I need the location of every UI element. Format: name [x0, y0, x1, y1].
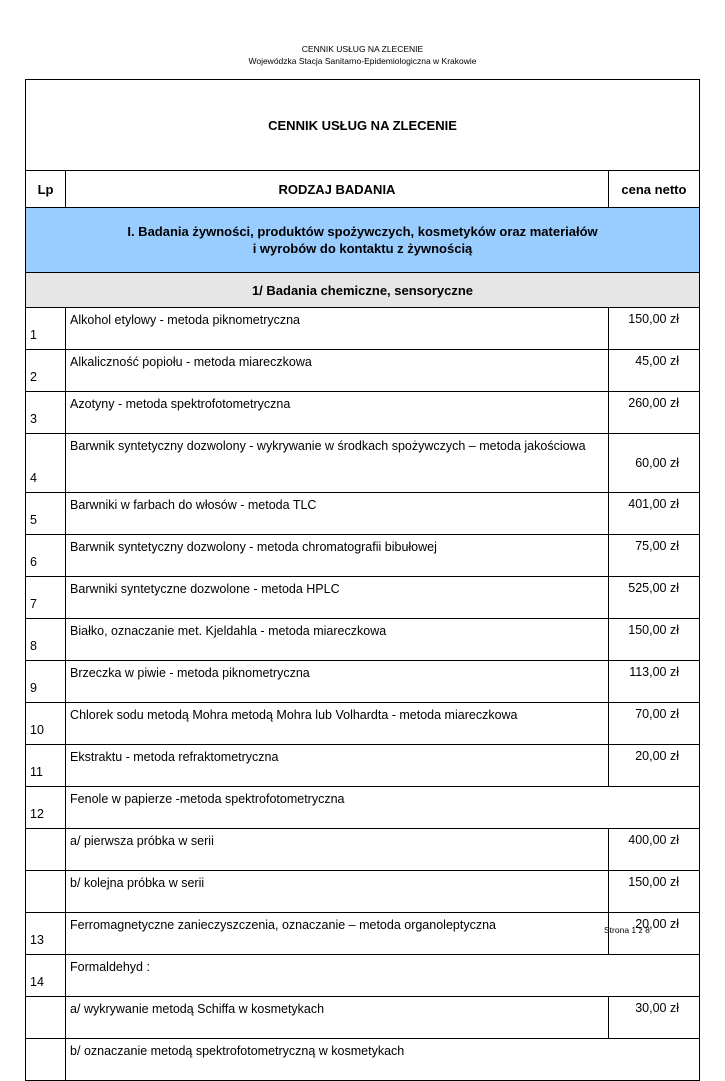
table-row: [26, 392, 700, 434]
table-row: [26, 745, 700, 787]
row-test-name: Chlorek sodu metodą Mohra metodą Mohra lub Volhardta - metoda miareczkowa: [66, 703, 609, 745]
row-price: 150,00 zł: [608, 871, 699, 913]
row-test-name: Barwnik syntetyczny dozwolony - wykrywanie w środkach spożywczych – metoda jakościowa: [66, 434, 609, 493]
row-price: 75,00 zł: [608, 535, 699, 577]
table-row: [26, 997, 700, 1039]
row-price: 113,00 zł: [608, 661, 699, 703]
row-lp: 2: [26, 350, 66, 392]
row-test-name: Alkohol etylowy - metoda piknometryczna: [66, 308, 609, 350]
row-lp: 3: [26, 392, 66, 434]
row-price: 30,00 zł: [608, 997, 699, 1039]
row-test-name: Brzeczka w piwie - metoda piknometryczna: [66, 661, 609, 703]
row-lp: 5: [26, 493, 66, 535]
page-header-institution: Wojewódzka Stacja Sanitarno-Epidemiologiczna w Krakowie: [248, 56, 477, 66]
row-price: 60,00 zł: [608, 434, 699, 493]
table-row: [26, 619, 700, 661]
row-lp: 9: [26, 661, 66, 703]
row-test-name: b/ oznaczanie metodą spektrofotometryczną w kosmetykach: [66, 1039, 700, 1081]
row-lp: [26, 997, 66, 1039]
row-lp: 11: [26, 745, 66, 787]
row-test-name: Ferromagnetyczne zanieczyszczenia, oznaczanie – metoda organoleptyczna: [66, 913, 609, 955]
table-row: [26, 1039, 700, 1081]
row-lp: [26, 829, 66, 871]
row-test-name: a/ wykrywanie metodą Schiffa w kosmetykach: [66, 997, 609, 1039]
row-price: 150,00 zł: [608, 308, 699, 350]
table-row: [26, 535, 700, 577]
row-test-name: Ekstraktu - metoda refraktometryczna: [66, 745, 609, 787]
row-test-name: Barwnik syntetyczny dozwolony - metoda chromatografii bibułowej: [66, 535, 609, 577]
subsection-heading: 1/ Badania chemiczne, sensoryczne: [26, 273, 700, 308]
row-test-name: a/ pierwsza próbka w serii: [66, 829, 609, 871]
section-heading-line2: i wyrobów do kontaktu z żywnością: [252, 241, 473, 256]
section-heading: [26, 208, 700, 273]
row-price: 525,00 zł: [608, 577, 699, 619]
row-lp: 4: [26, 434, 66, 493]
row-test-name: b/ kolejna próbka w serii: [66, 871, 609, 913]
row-test-name: Formaldehyd :: [66, 955, 700, 997]
row-price: 150,00 zł: [608, 619, 699, 661]
row-test-name: Fenole w papierze -metoda spektrofotometryczna: [66, 787, 700, 829]
table-row: [26, 493, 700, 535]
row-price: 401,00 zł: [608, 493, 699, 535]
row-lp: [26, 871, 66, 913]
row-lp: 7: [26, 577, 66, 619]
row-lp: 13: [26, 913, 66, 955]
row-lp: 10: [26, 703, 66, 745]
row-lp: 1: [26, 308, 66, 350]
table-title: CENNIK USŁUG NA ZLECENIE: [26, 80, 700, 171]
page-number: Strona 1 z 8: [604, 925, 650, 935]
column-header-lp: Lp: [26, 171, 66, 208]
row-lp: [26, 1039, 66, 1081]
page-header-title: CENNIK USŁUG NA ZLECENIE: [301, 44, 424, 54]
table-row: [26, 955, 700, 997]
row-test-name: Barwniki syntetyczne dozwolone - metoda HPLC: [66, 577, 609, 619]
row-price: 20,00 zł: [608, 745, 699, 787]
row-lp: 6: [26, 535, 66, 577]
table-row: [26, 308, 700, 350]
section-heading-line1: I. Badania żywności, produktów spożywczych, kosmetyków oraz materiałów: [127, 224, 598, 239]
table-row: [26, 661, 700, 703]
row-test-name: Alkaliczność popiołu - metoda miareczkowa: [66, 350, 609, 392]
table-row: [26, 703, 700, 745]
table-row: [26, 829, 700, 871]
row-lp: 8: [26, 619, 66, 661]
table-row: [26, 871, 700, 913]
row-price: 400,00 zł: [608, 829, 699, 871]
column-header-test-type: RODZAJ BADANIA: [66, 171, 609, 208]
table-row: [26, 913, 700, 955]
row-price: 45,00 zł: [608, 350, 699, 392]
row-price: 260,00 zł: [608, 392, 699, 434]
row-test-name: Azotyny - metoda spektrofotometryczna: [66, 392, 609, 434]
row-test-name: Białko, oznaczanie met. Kjeldahla - metoda miareczkowa: [66, 619, 609, 661]
table-row: [26, 577, 700, 619]
row-lp: 14: [26, 955, 66, 997]
table-row: [26, 434, 700, 493]
column-header-net-price: cena netto: [608, 171, 699, 208]
row-price: 20,00 zł: [608, 913, 699, 955]
row-lp: 12: [26, 787, 66, 829]
row-test-name: Barwniki w farbach do włosów - metoda TLC: [66, 493, 609, 535]
row-price: 70,00 zł: [608, 703, 699, 745]
table-row: [26, 787, 700, 829]
price-list-table: [25, 79, 700, 1081]
table-row: [26, 350, 700, 392]
